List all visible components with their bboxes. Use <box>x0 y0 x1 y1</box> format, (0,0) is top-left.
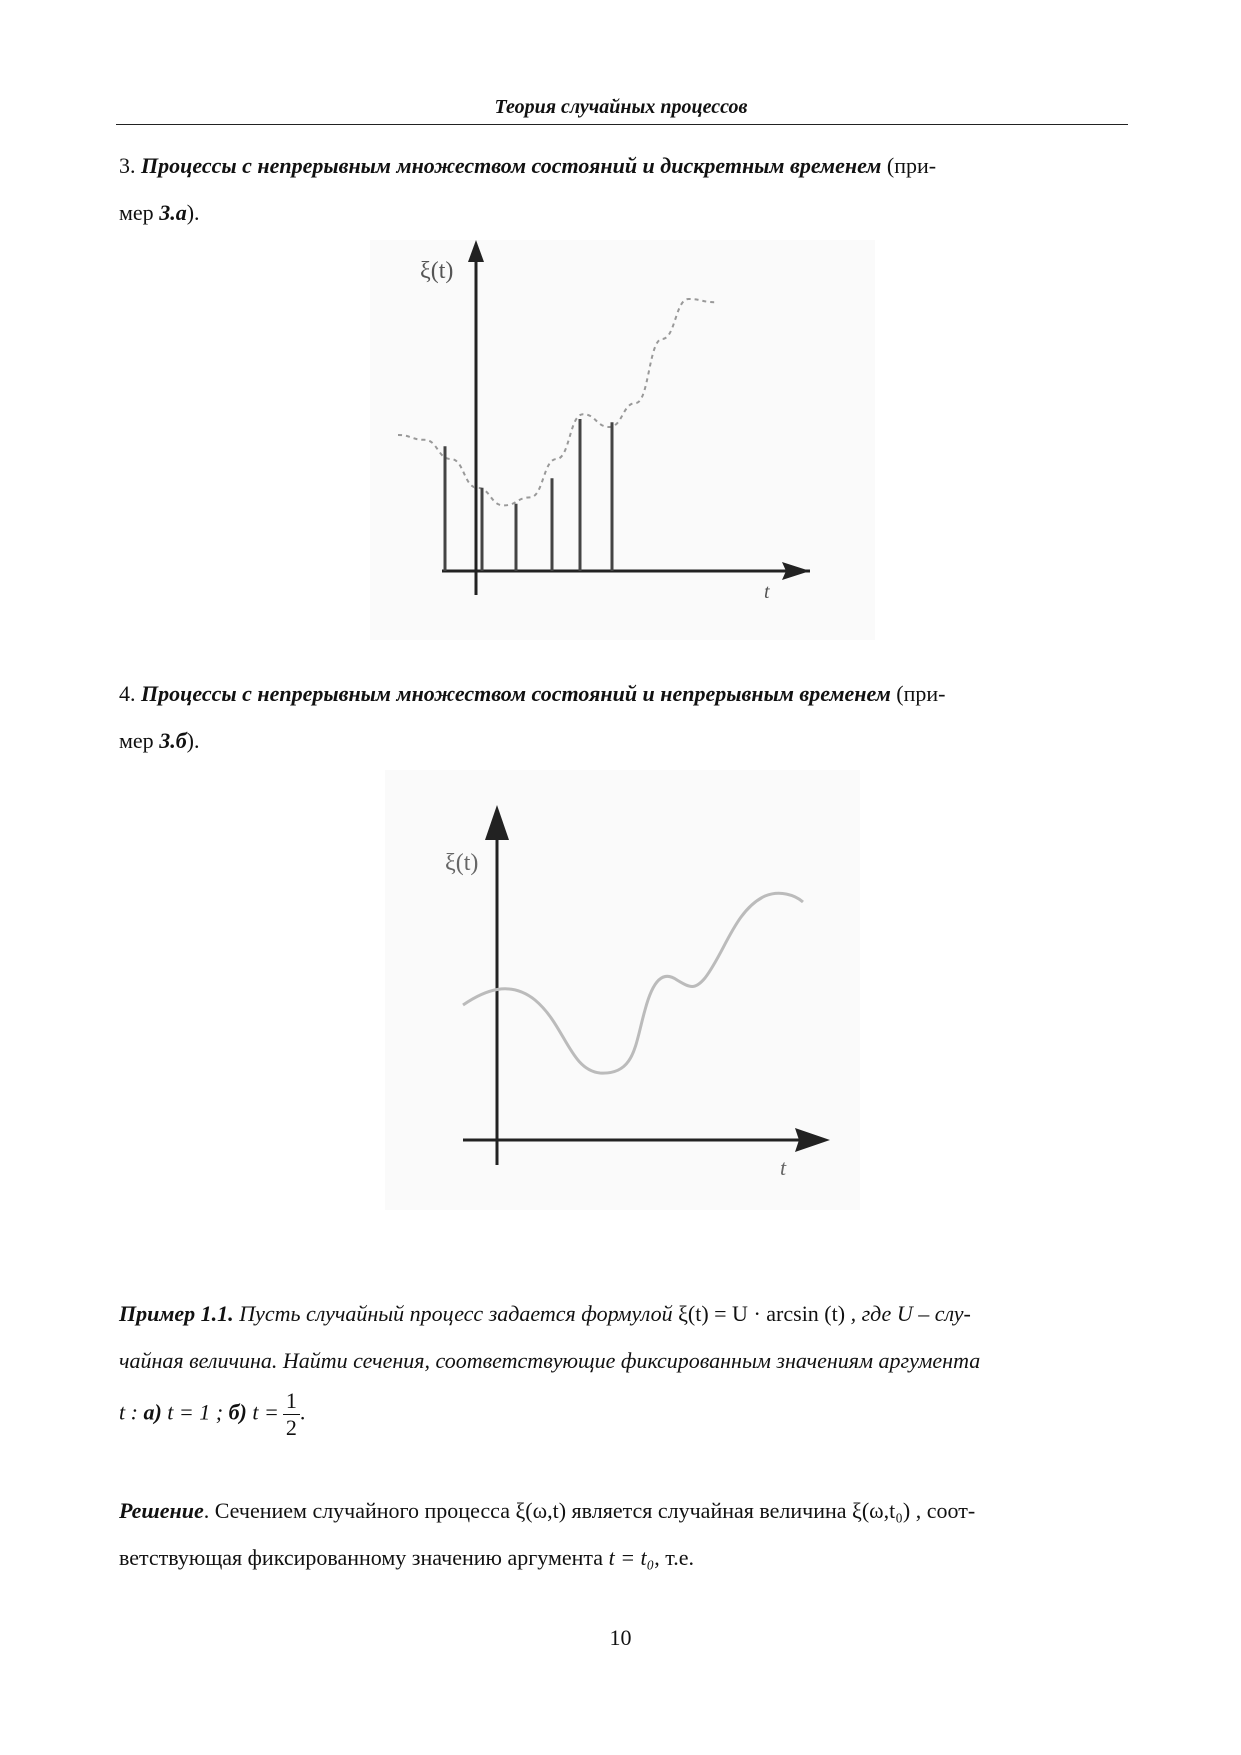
y-axis-label: ξ(t) <box>445 850 479 876</box>
y-axis-label: ξ(t) <box>420 258 454 284</box>
item-3-paragraph <box>119 142 1124 236</box>
fraction-numerator: 1 <box>283 1388 300 1415</box>
item-3-title: Процессы с непрерывным множеством состояний и дискретным временем <box>141 153 882 178</box>
y-axis-arrow <box>468 240 484 262</box>
example-paragraph <box>119 1290 1124 1441</box>
solution-formula-3: t = t₀ <box>608 1545 655 1570</box>
solution-formula-1: ξ(ω,t) <box>515 1498 567 1523</box>
item-3-example-ref: 3.а <box>159 200 187 225</box>
item-4-example-ref: 3.б <box>159 728 187 753</box>
example-line-2: чайная величина. Найти сечения, соответствующие фиксированным значениям аргумента <box>119 1348 981 1373</box>
example-part-b-eq: t = <box>252 1399 279 1425</box>
item-4-tail: (при- <box>896 681 946 706</box>
item-3-line2-suffix: ). <box>186 200 200 225</box>
solution-text-2: является случайная величина <box>571 1498 847 1523</box>
example-part-b-label: б) <box>228 1399 247 1425</box>
item-4-line-2 <box>119 717 1124 764</box>
solution-paragraph <box>119 1487 1124 1581</box>
example-text-2: , где U – слу- <box>850 1301 971 1326</box>
figure-continuous-time-svg <box>385 770 860 1210</box>
header-rule <box>116 124 1128 125</box>
x-axis-label: t <box>764 581 770 603</box>
running-header: Теория случайных процессов <box>494 96 748 118</box>
item-4-title: Процессы с непрерывным множеством состояний и непрерывным временем <box>141 681 891 706</box>
item-3-line2-prefix: мер <box>119 200 154 225</box>
example-label: Пример 1.1. <box>119 1301 234 1326</box>
y-axis-arrow <box>485 805 509 840</box>
item-4-line-1 <box>119 670 1124 717</box>
item-4-number: 4. <box>119 681 136 706</box>
example-part-a-label: а) <box>143 1399 162 1425</box>
solution-line-2 <box>119 1534 1124 1581</box>
figure-continuous-time <box>385 770 860 1210</box>
item-4-line2-suffix: ). <box>186 728 200 753</box>
continuous-process-curve <box>463 893 803 1073</box>
x-axis-arrow <box>782 562 810 580</box>
discrete-samples <box>445 419 612 571</box>
item-3-tail: (при- <box>886 153 937 178</box>
example-line-3 <box>119 1388 1124 1441</box>
x-axis-label: t <box>780 1155 787 1180</box>
example-part-a-eq: t = 1 ; <box>167 1399 224 1425</box>
figure-discrete-time-svg <box>370 240 875 640</box>
item-4-line2-prefix: мер <box>119 728 154 753</box>
example-t: t : <box>119 1399 138 1425</box>
x-axis-arrow <box>795 1128 830 1152</box>
solution-text-1: . Сечением случайного процесса <box>203 1498 510 1523</box>
solution-line2-end: , т.е. <box>654 1545 695 1570</box>
example-formula: ξ(t) = U · arcsin (t) <box>678 1301 846 1326</box>
solution-text-3: , соот- <box>915 1498 976 1523</box>
item-3-line-2 <box>119 189 1124 236</box>
fraction-denominator: 2 <box>285 1415 297 1440</box>
solution-label: Решение <box>119 1498 204 1523</box>
example-end: . <box>299 1399 306 1425</box>
item-4-paragraph <box>119 670 1124 764</box>
item-3-line-1 <box>119 142 1124 189</box>
fraction <box>283 1388 300 1441</box>
example-text-1: Пусть случайный процесс задается формулой <box>239 1301 673 1326</box>
solution-line2-text: ветствующая фиксированному значению аргумента <box>119 1545 604 1570</box>
example-line-1 <box>119 1290 1124 1337</box>
item-3-number: 3. <box>119 153 136 178</box>
solution-formula-2: ξ(ω,t₀) <box>852 1498 911 1523</box>
page-number: 10 <box>609 1625 632 1650</box>
figure-discrete-time <box>370 240 875 640</box>
solution-line-1 <box>119 1487 1124 1534</box>
